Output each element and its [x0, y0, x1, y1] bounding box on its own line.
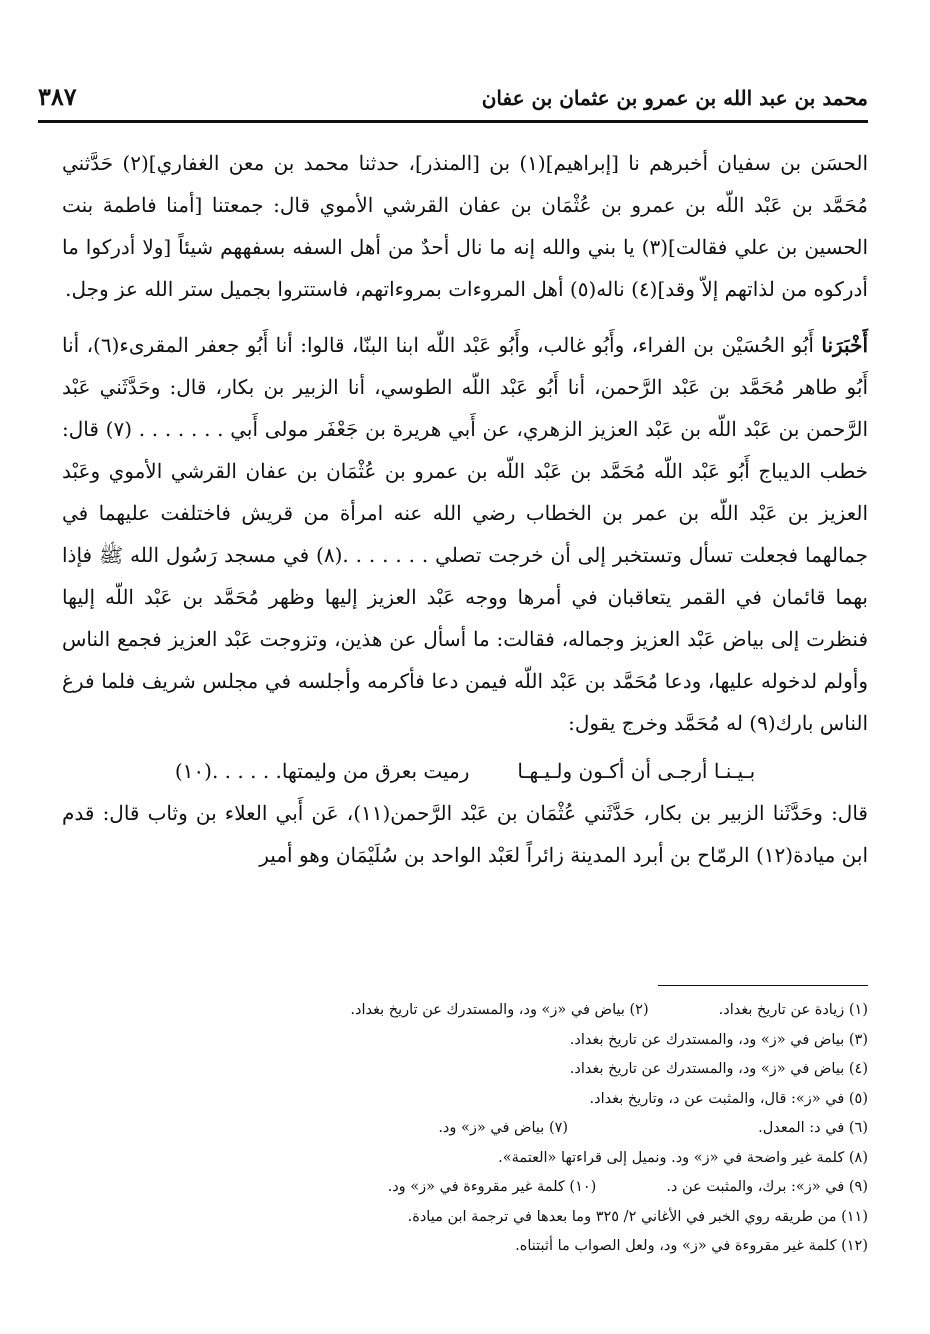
footnotes	[120, 996, 868, 1262]
footnote-8: (٨) كلمة غير واضحة في «ز» ود. ونميل إلى قراءتها «العتمة».	[498, 1149, 868, 1166]
page-header	[38, 80, 868, 123]
paragraph-text: أَبُو الحُسَيْن بن الفراء، وأَبُو غالب، وأَبُو عَبْد اللّه ابنا البنّا، قالوا: أنا أَبُو جعفر المقرىء(٦)، أنا أَبُو طاهر مُحَمَّد بن عَبْد الرَّحمن، أنا أَبُو عَبْد اللّه الطوسي، أنا الزبير بن بكار، قال: وحَدَّثَني عَبْد الرَّحمن بن عَبْد اللّه بن عَبْد العزيز الزهري، عن أَبي هريرة بن جَعْفَر مولى أَبي . . . . . . . (٧) قال: خطب الديباج أَبُو عَبْد اللّه مُحَمَّد بن عَبْد اللّه بن عمرو بن عُثْمَان بن عفان القرشي الأموي وعَبْد العزيز بن عَبْد اللّه بن عمر بن الخطاب رضي الله عنه امرأة من قريش فاختلفت عليهما في جمالهما فجعلت تسأل وتستخبر إلى أن خرجت تصلي . . . . . . .(٨) في مسجد رَسُول الله ﷺ فإذا بهما قائمان في القمر يتعاقبان في أمرها ووجه عَبْد العزيز إليها وظهر مُحَمَّد بن عَبْد اللّه إليها فنظرت إلى بياض عَبْد العزيز وجماله، فقالت: ما أسأل عن هذين، وتزوجت عَبْد العزيز فجمع الناس وأولم لدخوله عليها، ودعا مُحَمَّد بن عَبْد اللّه فيمن دعا فأكرمه وأجلسه في مجلس شريف فلما فرغ الناس بارك(٩) له مُحَمَّد وخرج يقول:	[62, 333, 869, 735]
footnote-11: (١١) من طريقه روي الخبر في الأغاني ٢/ ٣٢٥ وما بعدها في ترجمة ابن ميادة.	[407, 1208, 868, 1225]
footnote-1: (١) زيادة عن تاريخ بغداد.	[718, 1002, 868, 1018]
footnote-6: (٦) في د: المعدل.	[758, 1120, 868, 1136]
footnote-2: (٢) بياض في «ز» ود، والمستدرك عن تاريخ بغداد.	[350, 1002, 649, 1018]
verse-hemistich-first: بـيـنـا أرجـى أن أكـون ولـيـهـا	[517, 759, 756, 783]
footnote-row	[120, 1114, 868, 1144]
footnote-9: (٩) في «ز»: برك، والمثبت عن د.	[666, 1179, 868, 1195]
poem-verse	[62, 750, 868, 792]
footnote-12: (١٢) كلمة غير مقروءة في «ز» ود، ولعل الصواب ما أثبتناه.	[515, 1238, 868, 1254]
footnote-row	[120, 1144, 868, 1174]
footnote-row	[120, 996, 868, 1026]
paragraph-text: الحسَن بن سفيان أخبرهم نا [إبراهيم](١) بن [المنذر]، حدثنا محمد بن معن الغفاري](٢) حَدَّثني مُحَمَّد بن عَبْد اللّه بن عمرو بن عُثْمَان بن عفان القرشي الأموي قال: جمعتنا [أمنا فاطمة بنت الحسين بن علي فقالت](٣) يا بني والله إنه ما نال أحدٌ من أهل السفه بسفههم شيئاً [ولا أدركوا ما أدركوه من لذاتهم إلاّ وقد](٤) ناله(٥) أهل المروءات بمروءاتهم، فاستتروا بجميل ستر الله عز وجل.	[62, 151, 869, 301]
footnote-row	[120, 1203, 868, 1233]
paragraph-text: قال: وحَدَّثَنا الزبير بن بكار، حَدَّثَني عُثْمَان بن عَبْد الرَّحمن(١١)، عَن أَبي العلاء بن وثاب قال: قدم ابن ميادة(١٢) الرمّاح بن أبرد المدينة زائراً لعَبْد الواحد بن سُلَيْمَان وهو أمير	[62, 801, 868, 867]
footnote-4: (٤) بياض في «ز» ود، والمستدرك عن تاريخ بغداد.	[569, 1061, 868, 1077]
verse-hemistich-second: رميت بعرق من وليمتها. . . . . .(١٠)	[174, 759, 470, 783]
footnote-10: (١٠) كلمة غير مقروءة في «ز» ود.	[387, 1179, 597, 1195]
footnote-row	[120, 1085, 868, 1115]
footnote-row	[120, 1173, 868, 1203]
running-title: محمد بن عبد الله بن عمرو بن عثمان بن عفان	[481, 86, 868, 110]
footnote-row	[120, 1026, 868, 1056]
paragraph-lead-word: أَخْبَرَنا	[821, 333, 868, 357]
paragraph	[62, 324, 868, 744]
footnote-row	[120, 1055, 868, 1085]
footnote-7: (٧) بياض في «ز» ود.	[438, 1120, 569, 1136]
footnote-5: (٥) في «ز»: قال، والمثبت عن د، وتاريخ بغداد.	[589, 1090, 868, 1107]
footnote-row	[120, 1232, 868, 1262]
footnote-3: (٣) بياض في «ز» ود، والمستدرك عن تاريخ بغداد.	[569, 1031, 868, 1048]
paragraph	[62, 792, 868, 876]
footnote-separator	[658, 985, 868, 986]
page-number: ٣٨٧	[38, 82, 77, 111]
paragraph	[62, 142, 868, 310]
main-text	[62, 142, 868, 876]
